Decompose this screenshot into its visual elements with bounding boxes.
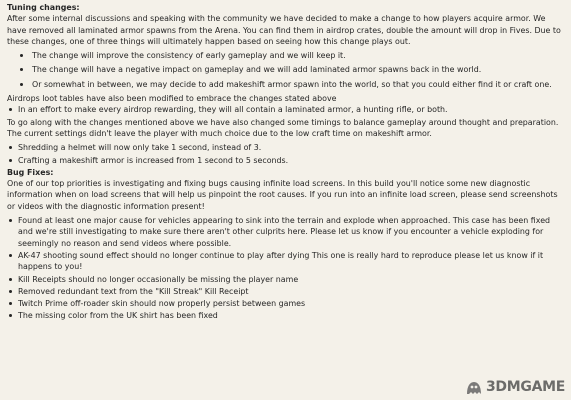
- airdrop-line: Airdrops loot tables have also been modified to embrace the changes stated above: [7, 94, 337, 104]
- list-item: The missing color from the UK shirt has been fixed: [7, 310, 565, 321]
- list-item: Twitch Prime off-roader skin should now properly persist between games: [7, 298, 565, 309]
- tuning-intro-paragraph: After some internal discussions and speaking with the community we have decided to make a change to how players acquire armor. We have removed all laminated armor spawns from the Arena. You can find them in airdrop crates, double the amount will drop in Fives. Due to these changes, one of three things will ultimately happen based on seeing how this change plays out.: [7, 14, 561, 46]
- list-item: The change will improve the consistency of early gameplay and we will keep it.: [7, 50, 565, 61]
- list-item: In an effort to make every airdrop rewarding, they will all contain a laminated armor, a hunting rifle, or both.: [7, 104, 565, 115]
- airdrop-list: [7, 104, 565, 115]
- list-item: Or somewhat in between, we may decide to add makeshift armor spawn into the world, so that you could either find it or craft one.: [7, 79, 565, 90]
- list-item: Kill Receipts should no longer occasionally be missing the player name: [7, 274, 565, 285]
- 3dm-ghost-logo-icon: [464, 380, 484, 396]
- timings-paragraph: To go along with the changes mentioned above we have also changed some timings to balance gameplay around thought and preparation. The current settings didn't leave the player with much choice due to the low craft time on makeshift armor.: [7, 117, 559, 138]
- list-item: Crafting a makeshift armor is increased from 1 second to 5 seconds.: [7, 155, 565, 166]
- timings-list: [7, 142, 565, 166]
- tuning-outcomes-list: [7, 50, 565, 90]
- tuning-changes-heading: Tuning changes:: [7, 3, 80, 12]
- list-item: AK-47 shooting sound effect should no longer continue to play after dying This one is really hard to reproduce please let us know if it happens to you!: [7, 250, 565, 273]
- list-item: Shredding a helmet will now only take 1 second, instead of 3.: [7, 142, 565, 153]
- list-item: The change will have a negative impact on gameplay and we will add laminated armor spawns back in the world.: [7, 64, 565, 75]
- watermark-text: 3DMGAME: [485, 379, 565, 396]
- list-item: Found at least one major cause for vehicles appearing to sink into the terrain and explode when approached. This case has been fixed and we're still investigating to make sure there aren't other culprits here. Please let us know if you encounter a vehicle exploding for seemingly no reason and send videos where possible.: [7, 215, 565, 249]
- bug-fixes-intro-paragraph: One of our top priorities is investigating and fixing bugs causing infinite load screens. In this build you'll notice some new diagnostic information when on load screens that will help us pinpoint the root causes. If you run into an infinite load screen, please send screenshots or videos with the diagnostic information present!: [7, 179, 558, 211]
- watermark: [464, 380, 565, 396]
- bug-fixes-list: [7, 215, 565, 322]
- list-item: Removed redundant text from the "Kill Streak" Kill Receipt: [7, 286, 565, 297]
- bug-fixes-heading: Bug Fixes:: [7, 167, 54, 177]
